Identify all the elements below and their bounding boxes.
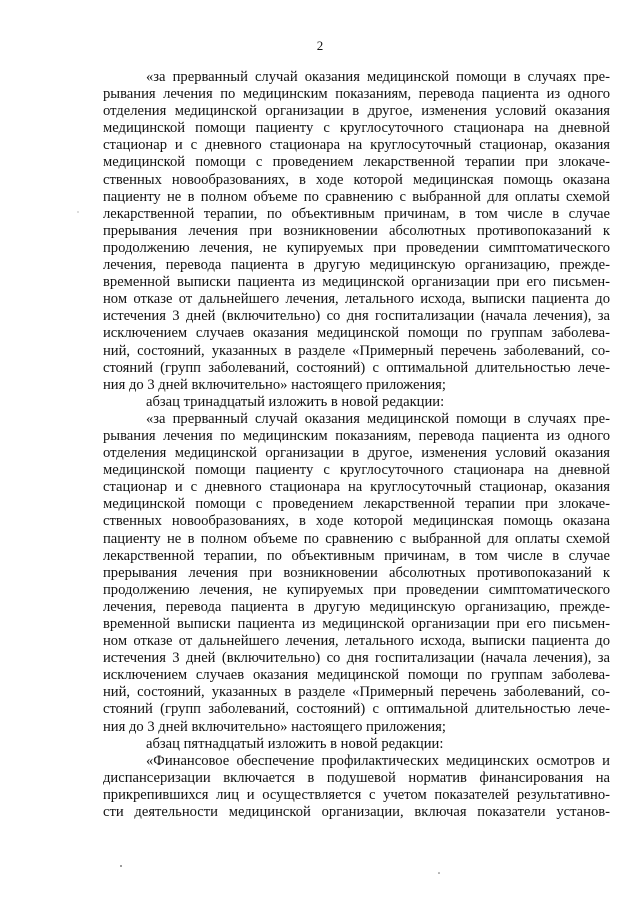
text-line: отделения медицинской организации в другое, изменения условий оказания bbox=[103, 445, 610, 462]
text-line: продолжению лечения, не купируемых при проведении симптоматического bbox=[103, 581, 610, 598]
text-line: ния до 3 дней включительно» настоящего приложения; bbox=[103, 376, 446, 393]
text-line: истечения 3 дней (включительно) со дня госпитализации (начала лечения), за bbox=[103, 308, 610, 325]
text-line: отделения медицинской организации в другое, изменения условий оказания bbox=[103, 103, 610, 120]
text-line: ний, состояний, указанных в разделе «Примерный перечень заболеваний, со- bbox=[103, 342, 610, 359]
text-line: медицинской помощи пациенту с круглосуточного стационара на дневной bbox=[103, 120, 610, 137]
text-line: ном отказе от дальнейшего лечения, летального исхода, выписки пациента до bbox=[103, 291, 610, 308]
text-line: медицинской помощи с проведением лекарственной терапии при злокаче- bbox=[103, 154, 610, 171]
text-line: лечения, перевода пациента в другую медицинскую организацию, прежде- bbox=[103, 257, 610, 274]
text-line: продолжению лечения, не купируемых при проведении симптоматического bbox=[103, 239, 610, 256]
text-line: стационар и с дневного стационара на круглосуточный стационар, оказания bbox=[103, 137, 610, 154]
text-line: исключением случаев оказания медицинской помощи по группам заболева- bbox=[103, 325, 610, 342]
text-line: пациенту не в полном объеме по сравнению с выбранной для оплаты схемой bbox=[103, 530, 610, 547]
text-line: сти деятельности медицинской организации, включая показатели установ- bbox=[103, 804, 610, 821]
text-line: абзац пятнадцатый изложить в новой редакции: bbox=[146, 735, 444, 752]
text-line: ственных новообразованиях, в ходе которой медицинская помощь оказана bbox=[103, 171, 610, 188]
text-line: временной выписки пациента из медицинской организации при его письмен- bbox=[103, 274, 610, 291]
text-line: медицинской помощи пациенту с круглосуточного стационара на дневной bbox=[103, 462, 610, 479]
text-line: «за прерванный случай оказания медицинской помощи в случаях пре- bbox=[146, 410, 610, 427]
text-line: «за прерванный случай оказания медицинской помощи в случаях пре- bbox=[146, 69, 610, 85]
text-line: лекарственной терапии, по объективным причинам, в том числе в случае bbox=[103, 547, 610, 564]
text-line: лечения, перевода пациента в другую медицинскую организацию, прежде- bbox=[103, 598, 610, 615]
text-line: «Финансовое обеспечение профилактических медицинских осмотров и bbox=[146, 752, 610, 769]
text-line: лекарственной терапии, по объективным причинам, в том числе в случае bbox=[103, 205, 610, 222]
text-line: пациенту не в полном объеме по сравнению с выбранной для оплаты схемой bbox=[103, 188, 610, 205]
text-line: прерывания лечения при возникновении абсолютных противопоказаний к bbox=[103, 564, 610, 581]
text-line: диспансеризации включается в подушевой норматив финансирования на bbox=[103, 769, 610, 786]
text-line: ния до 3 дней включительно» настоящего приложения; bbox=[103, 718, 446, 735]
text-line: медицинской помощи с проведением лекарственной терапии при злокаче- bbox=[103, 496, 610, 513]
text-line: ном отказе от дальнейшего лечения, летального исхода, выписки пациента до bbox=[103, 633, 610, 650]
text-line: абзац тринадцатый изложить в новой редакции: bbox=[146, 393, 445, 410]
text-line: стояний (групп заболеваний, состояний) с оптимальной длительностью лече- bbox=[103, 701, 610, 718]
text-line: прерывания лечения при возникновении абсолютных противопоказаний к bbox=[103, 222, 610, 239]
text-line: рывания лечения по медицинским показаниям, перевода пациента из одного bbox=[103, 86, 610, 103]
text-line: истечения 3 дней (включительно) со дня госпитализации (начала лечения), за bbox=[103, 650, 610, 667]
text-line: прикрепившихся лиц и осуществляется с учетом показателей результативно- bbox=[103, 786, 610, 803]
text-line: рывания лечения по медицинским показаниям, перевода пациента из одного bbox=[103, 427, 610, 444]
text-line: временной выписки пациента из медицинской организации при его письмен- bbox=[103, 616, 610, 632]
text-line: ний, состояний, указанных в разделе «Примерный перечень заболеваний, со- bbox=[103, 684, 610, 701]
text-line: стационар и с дневного стационара на круглосуточный стационар, оказания bbox=[103, 479, 610, 496]
text-line: исключением случаев оказания медицинской помощи по группам заболева- bbox=[103, 667, 610, 684]
page-number: 2 bbox=[316, 38, 324, 53]
text-line: стояний (групп заболеваний, состояний) с оптимальной длительностью лече- bbox=[103, 359, 610, 376]
text-line: ственных новообразованиях, в ходе которой медицинская помощь оказана bbox=[103, 513, 610, 530]
document-body bbox=[103, 69, 610, 821]
